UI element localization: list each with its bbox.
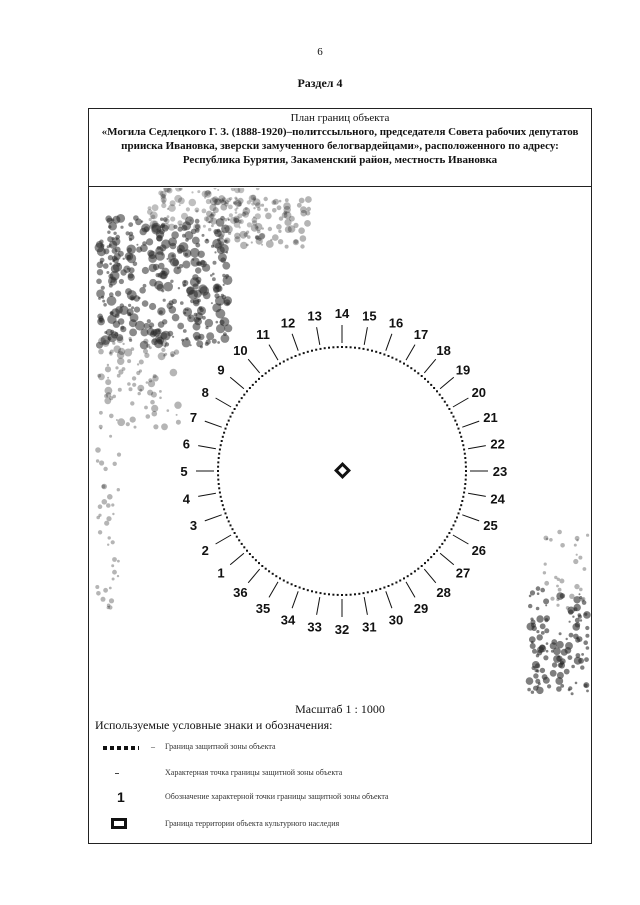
boundary-dot xyxy=(465,461,467,463)
boundary-dot xyxy=(225,512,227,514)
leader-line-3 xyxy=(205,515,222,521)
legend-item-point-number xyxy=(89,789,591,807)
boundary-dot xyxy=(465,474,467,476)
boundary-dot xyxy=(391,583,393,585)
boundary-dot xyxy=(444,539,446,541)
boundary-dot xyxy=(291,357,293,359)
square-symbol xyxy=(103,816,147,834)
boundary-dot xyxy=(291,583,293,585)
boundary-dot xyxy=(410,573,412,575)
boundary-dot xyxy=(379,588,381,590)
point-label-5: 5 xyxy=(180,464,188,479)
point-label-19: 19 xyxy=(455,362,471,378)
boundary-dot xyxy=(439,546,441,548)
boundary-dot xyxy=(427,381,429,383)
boundary-dot xyxy=(463,449,465,451)
point-label-14: 14 xyxy=(334,306,350,321)
boundary-dot xyxy=(219,449,221,451)
boundary-dot xyxy=(451,412,453,414)
boundary-dot xyxy=(265,372,267,374)
boundary-dot xyxy=(241,397,243,399)
map-scale: Масштаб 1 : 1000 xyxy=(295,702,385,716)
legend-item-zone-boundary xyxy=(89,739,591,757)
boundary-dot xyxy=(255,559,257,561)
boundary-dot xyxy=(218,483,220,485)
boundary-dot xyxy=(307,589,309,591)
legend-text: Обозначение характерной точки границы защитной зоны объекта xyxy=(165,792,389,801)
boundary-dot xyxy=(225,428,227,430)
object-title: «Могила Седлецкого Г. З. (1888-1920)–политссыльного, председателя Совета рабочих депутатов прииска Ивановка, зверски замученного белогвардейцами», расположенного по адресу: Республика Бурятия, Закаменский район, местность Ивановка xyxy=(101,126,579,166)
boundary-dot xyxy=(421,565,423,567)
point-label-6: 6 xyxy=(182,436,191,452)
leader-line-28 xyxy=(424,569,436,583)
boundary-dot xyxy=(388,585,390,587)
boundary-dot xyxy=(226,517,228,519)
boundary-dot xyxy=(424,378,426,380)
boundary-dot xyxy=(299,587,301,589)
boundary-dot xyxy=(219,492,221,494)
boundary-dot xyxy=(424,562,426,564)
point-label-10: 10 xyxy=(233,343,248,358)
boundary-dot xyxy=(261,375,263,377)
point-label-31: 31 xyxy=(362,619,377,635)
protection-zone-boundary xyxy=(196,325,488,617)
boundary-dot xyxy=(453,524,455,526)
point-label-9: 9 xyxy=(217,362,225,378)
boundary-map xyxy=(89,188,591,698)
boundary-dot xyxy=(391,357,393,359)
boundary-dot xyxy=(217,466,219,468)
boundary-dot xyxy=(464,457,466,459)
boundary-dot xyxy=(465,466,467,468)
point-label-28: 28 xyxy=(436,585,451,600)
point-tick-symbol xyxy=(103,765,147,783)
leader-line-29 xyxy=(406,582,415,598)
number-symbol: 1 xyxy=(117,789,125,805)
boundary-dot xyxy=(441,543,443,545)
boundary-dot xyxy=(460,504,462,506)
boundary-dot xyxy=(265,568,267,570)
boundary-dot xyxy=(461,440,463,442)
boundary-dot xyxy=(458,512,460,514)
boundary-dot xyxy=(446,536,448,538)
boundary-dot xyxy=(427,559,429,561)
boundary-dot xyxy=(367,591,369,593)
point-label-12: 12 xyxy=(280,315,296,331)
point-label-20: 20 xyxy=(471,385,487,400)
leader-line-20 xyxy=(453,398,469,407)
boundary-dot xyxy=(421,375,423,377)
boundary-dot xyxy=(243,394,245,396)
boundary-dot xyxy=(436,390,438,392)
boundary-dot xyxy=(232,412,234,414)
boundary-dot xyxy=(315,349,317,351)
boundary-dot xyxy=(407,575,409,577)
section-title: Раздел 4 xyxy=(297,76,343,90)
point-label-3: 3 xyxy=(189,518,198,533)
boundary-dot xyxy=(221,500,223,502)
boundary-dot xyxy=(436,550,438,552)
boundary-dot xyxy=(461,500,463,502)
boundary-dot xyxy=(444,401,446,403)
boundary-dot xyxy=(462,444,464,446)
point-label-22: 22 xyxy=(490,436,505,452)
point-label-29: 29 xyxy=(413,600,429,616)
boundary-dot xyxy=(287,582,289,584)
boundary-dot xyxy=(414,570,416,572)
boundary-dot xyxy=(246,550,248,552)
legend-text: Характерная точка границы защитной зоны объекта xyxy=(165,768,343,777)
point-label-35: 35 xyxy=(255,600,271,616)
boundary-dot xyxy=(236,404,238,406)
boundary-dot xyxy=(252,384,254,386)
point-label-25: 25 xyxy=(483,518,498,533)
boundary-dot xyxy=(303,588,305,590)
boundary-dot xyxy=(456,424,458,426)
boundary-dot xyxy=(454,420,456,422)
boundary-dot xyxy=(379,352,381,354)
boundary-dot xyxy=(230,416,232,418)
leader-line-19 xyxy=(440,377,454,389)
boundary-dot xyxy=(324,593,326,595)
boundary-dot xyxy=(358,347,360,349)
point-label-7: 7 xyxy=(189,410,198,425)
boundary-dot xyxy=(459,508,461,510)
point-label-1: 1 xyxy=(217,565,225,581)
boundary-dot xyxy=(295,355,297,357)
boundary-dot xyxy=(255,381,257,383)
boundary-dot xyxy=(238,401,240,403)
boundary-dot xyxy=(218,457,220,459)
boundary-dot xyxy=(275,575,277,577)
boundary-dot xyxy=(354,593,356,595)
leader-line-10 xyxy=(248,359,260,373)
leader-line-6 xyxy=(198,446,216,449)
boundary-dot xyxy=(328,593,330,595)
boundary-dot xyxy=(287,359,289,361)
boundary-dot xyxy=(228,520,230,522)
legend-heading: Используемые условные знаки и обозначения: xyxy=(95,718,333,732)
boundary-dot xyxy=(399,361,401,363)
point-label-16: 16 xyxy=(388,315,404,331)
boundary-dot xyxy=(320,592,322,594)
boundary-dot xyxy=(226,424,228,426)
leader-line-17 xyxy=(406,345,415,361)
point-label-30: 30 xyxy=(388,612,404,628)
boundary-dot xyxy=(252,556,254,558)
point-label-2: 2 xyxy=(201,543,209,558)
boundary-dot xyxy=(222,504,224,506)
heritage-site-marker xyxy=(336,464,349,477)
point-label-24: 24 xyxy=(490,491,505,507)
legend-item-heritage-territory xyxy=(89,816,591,834)
boundary-dot xyxy=(268,370,270,372)
boundary-dot xyxy=(223,432,225,434)
boundary-dot xyxy=(299,354,301,356)
boundary-dot xyxy=(261,565,263,567)
boundary-dot xyxy=(383,354,385,356)
leader-line-21 xyxy=(462,421,479,427)
boundary-dot xyxy=(217,474,219,476)
leader-line-22 xyxy=(468,446,486,449)
boundary-dot xyxy=(464,487,466,489)
boundary-dot xyxy=(249,553,251,555)
leader-line-24 xyxy=(468,493,486,496)
boundary-dot xyxy=(433,553,435,555)
boundary-dot xyxy=(417,372,419,374)
boundary-dot xyxy=(430,556,432,558)
boundary-dot xyxy=(451,528,453,530)
boundary-dot xyxy=(303,352,305,354)
boundary-dot xyxy=(464,483,466,485)
boundary-dot xyxy=(234,408,236,410)
boundary-dot xyxy=(221,440,223,442)
boundary-dot xyxy=(217,461,219,463)
boundary-dot xyxy=(383,587,385,589)
boundary-dot xyxy=(358,593,360,595)
boundary-dot xyxy=(217,470,219,472)
boundary-dot xyxy=(417,568,419,570)
boundary-dot xyxy=(328,347,330,349)
boundary-dot xyxy=(223,508,225,510)
boundary-dot xyxy=(222,436,224,438)
point-label-26: 26 xyxy=(471,543,487,558)
boundary-dot xyxy=(337,594,339,596)
point-label-33: 33 xyxy=(307,619,322,635)
leader-line-15 xyxy=(364,327,367,345)
boundary-dot xyxy=(375,351,377,353)
boundary-dot xyxy=(462,496,464,498)
leader-line-18 xyxy=(424,359,436,373)
legend-item-boundary-point xyxy=(89,765,591,783)
boundary-dot xyxy=(403,577,405,579)
boundary-dot xyxy=(315,591,317,593)
boundary-dot xyxy=(350,594,352,596)
leader-line-1 xyxy=(230,553,244,565)
boundary-dot xyxy=(272,367,274,369)
point-label-34: 34 xyxy=(280,612,296,628)
point-label-21: 21 xyxy=(483,410,498,425)
boundary-dot xyxy=(311,350,313,352)
boundary-dot xyxy=(407,365,409,367)
boundary-dot xyxy=(332,594,334,596)
boundary-dot xyxy=(218,487,220,489)
leader-line-34 xyxy=(292,591,298,608)
boundary-dot xyxy=(345,594,347,596)
point-label-27: 27 xyxy=(455,565,471,581)
leader-line-11 xyxy=(269,345,278,361)
boundary-dot xyxy=(433,387,435,389)
leader-line-13 xyxy=(317,327,320,345)
boundary-dot xyxy=(228,420,230,422)
leader-line-30 xyxy=(386,591,392,608)
boundary-dot xyxy=(345,346,347,348)
boundary-dot xyxy=(341,346,343,348)
boundary-dot xyxy=(363,348,365,350)
leader-line-26 xyxy=(453,535,469,544)
boundary-dot xyxy=(218,453,220,455)
legend-text: Граница защитной зоны объекта xyxy=(165,742,276,751)
leader-line-7 xyxy=(205,421,222,427)
leader-line-33 xyxy=(317,597,320,615)
boundary-dot xyxy=(446,404,448,406)
point-label-36: 36 xyxy=(233,585,248,600)
boundary-dot xyxy=(453,416,455,418)
leader-line-25 xyxy=(462,515,479,521)
boundary-dot xyxy=(430,384,432,386)
boundary-dot xyxy=(460,436,462,438)
boundary-dot xyxy=(268,570,270,572)
point-labels xyxy=(180,306,507,637)
boundary-dot xyxy=(448,532,450,534)
boundary-dot xyxy=(399,580,401,582)
boundary-dot xyxy=(410,367,412,369)
boundary-dot xyxy=(258,378,260,380)
boundary-dot xyxy=(249,387,251,389)
boundary-dot xyxy=(395,359,397,361)
boundary-dot xyxy=(234,532,236,534)
leader-line-27 xyxy=(440,553,454,565)
point-label-32: 32 xyxy=(334,622,350,637)
boundary-dot xyxy=(341,594,343,596)
boundary-dot xyxy=(463,492,465,494)
boundary-dot xyxy=(441,397,443,399)
boundary-dot xyxy=(272,573,274,575)
boundary-dot xyxy=(246,390,248,392)
point-label-17: 17 xyxy=(413,327,429,343)
boundary-dot xyxy=(320,348,322,350)
boundary-dot xyxy=(414,370,416,372)
boundary-dot xyxy=(454,520,456,522)
legend-text: Граница территории объекта культурного наследия xyxy=(165,819,340,828)
boundary-dot xyxy=(439,394,441,396)
boundary-dot xyxy=(371,350,373,352)
boundary-dot xyxy=(220,444,222,446)
boundary-dot xyxy=(395,582,397,584)
boundary-dot xyxy=(375,589,377,591)
leader-line-36 xyxy=(248,569,260,583)
boundary-dot xyxy=(332,346,334,348)
plan-header xyxy=(89,109,591,187)
boundary-dot xyxy=(232,528,234,530)
boundary-dot xyxy=(236,536,238,538)
leader-line-35 xyxy=(269,582,278,598)
boundary-dot xyxy=(403,363,405,365)
leader-line-9 xyxy=(230,377,244,389)
point-label-15: 15 xyxy=(362,308,377,324)
boundary-dot xyxy=(458,428,460,430)
leader-line-4 xyxy=(198,493,216,496)
boundary-dot xyxy=(448,408,450,410)
plan-frame xyxy=(88,108,592,844)
boundary-dot xyxy=(279,363,281,365)
boundary-dot xyxy=(220,496,222,498)
leader-line-12 xyxy=(292,334,298,351)
boundary-dot xyxy=(371,590,373,592)
boundary-dot xyxy=(464,453,466,455)
leader-line-2 xyxy=(216,535,232,544)
boundary-dot xyxy=(217,479,219,481)
point-label-11: 11 xyxy=(256,327,270,343)
leader-line-31 xyxy=(364,597,367,615)
boundary-dot xyxy=(459,432,461,434)
boundary-dot xyxy=(241,543,243,545)
boundary-dot xyxy=(295,585,297,587)
boundary-dot xyxy=(456,517,458,519)
boundary-dot xyxy=(283,361,285,363)
map-canvas xyxy=(89,188,591,698)
dotted-line-symbol xyxy=(103,739,147,757)
boundary-dot xyxy=(275,365,277,367)
leader-line-8 xyxy=(216,398,232,407)
leader-line-16 xyxy=(386,334,392,351)
plan-label: План границ объекта xyxy=(290,112,390,124)
boundary-dot xyxy=(283,580,285,582)
boundary-dot xyxy=(337,346,339,348)
boundary-dot xyxy=(388,355,390,357)
boundary-dot xyxy=(243,546,245,548)
page-number: 6 xyxy=(317,46,323,58)
boundary-dot xyxy=(238,539,240,541)
boundary-dot xyxy=(354,347,356,349)
point-label-23: 23 xyxy=(492,464,508,479)
boundary-dot xyxy=(311,590,313,592)
legend-dash: – xyxy=(151,742,155,751)
boundary-dot xyxy=(363,592,365,594)
boundary-dot xyxy=(258,562,260,564)
boundary-dot xyxy=(367,349,369,351)
point-label-13: 13 xyxy=(307,308,322,324)
boundary-dot xyxy=(350,346,352,348)
point-label-8: 8 xyxy=(201,385,209,400)
point-label-4: 4 xyxy=(182,491,191,507)
boundary-dot xyxy=(230,524,232,526)
boundary-dot xyxy=(324,347,326,349)
boundary-dot xyxy=(465,479,467,481)
boundary-dot xyxy=(307,351,309,353)
terrain-imagery xyxy=(95,188,591,695)
boundary-dot xyxy=(279,577,281,579)
boundary-dot xyxy=(465,470,467,472)
point-label-18: 18 xyxy=(436,343,451,358)
